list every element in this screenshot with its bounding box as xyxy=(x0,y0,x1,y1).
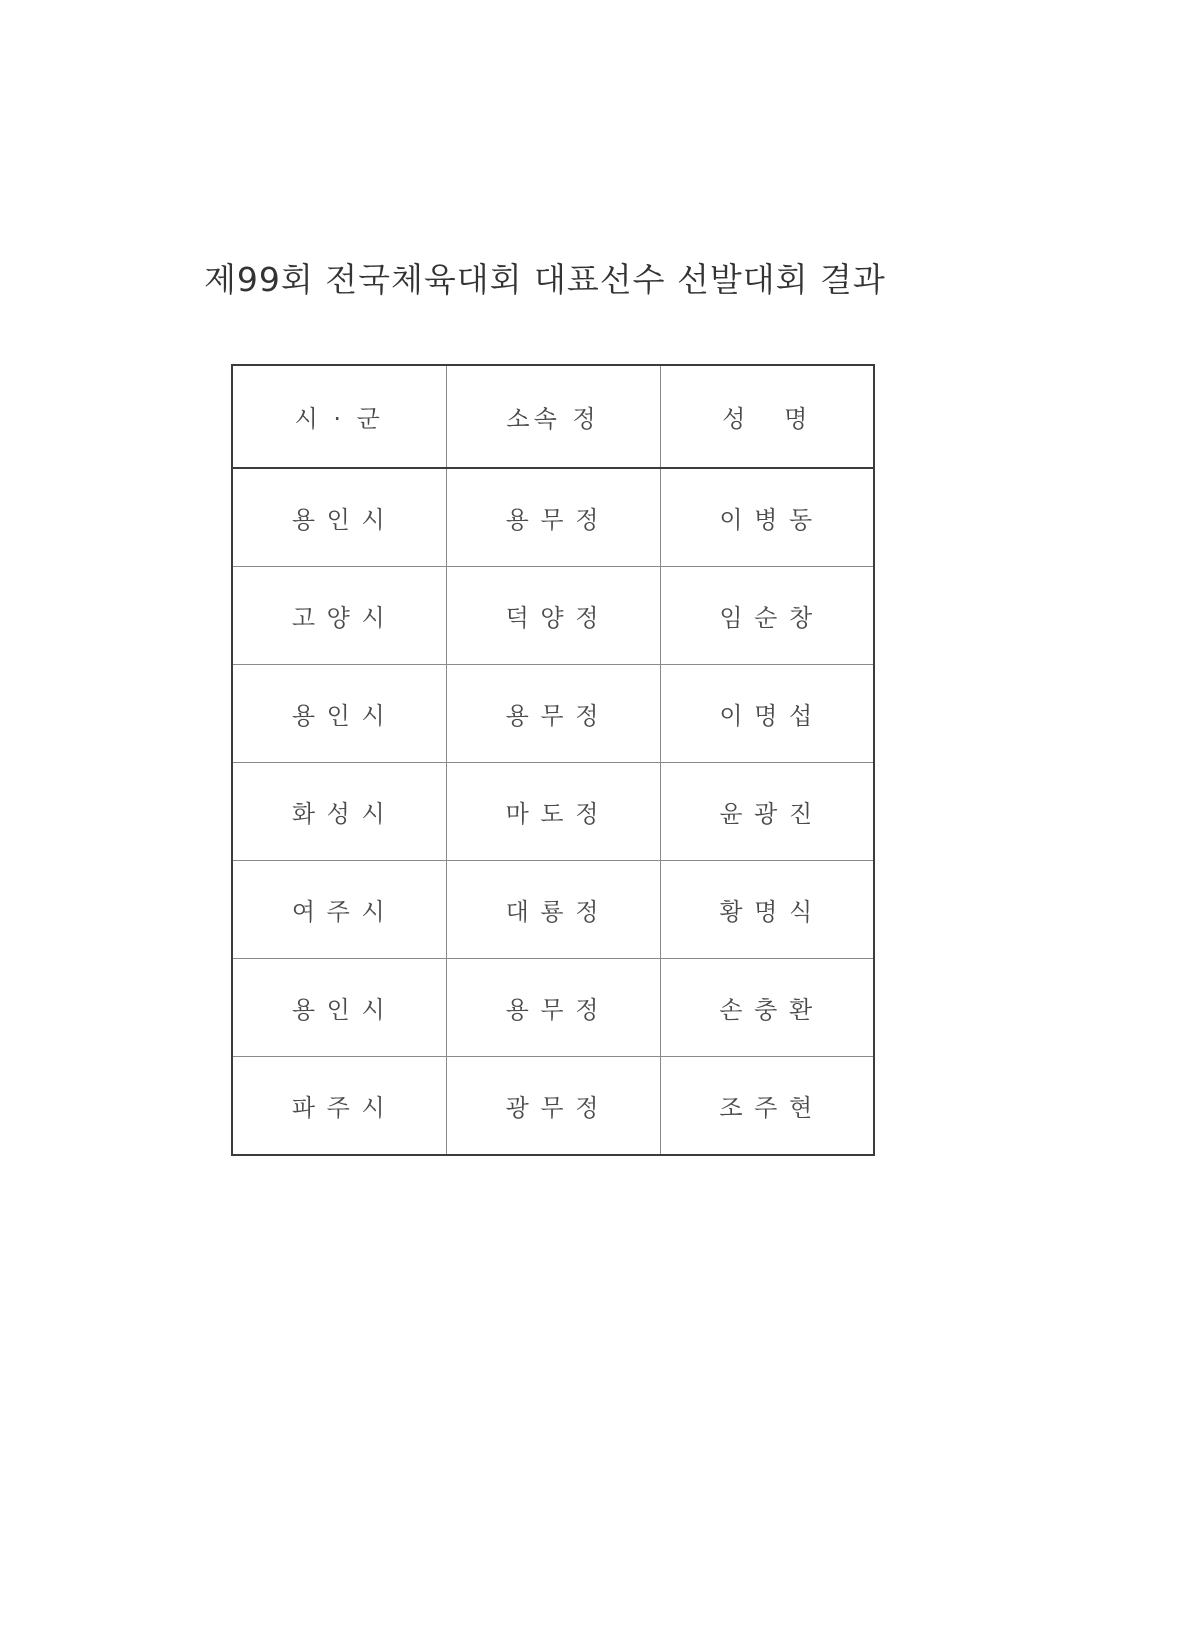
table-row xyxy=(232,468,874,567)
table-row xyxy=(232,567,874,665)
header-row xyxy=(232,365,874,468)
table-row xyxy=(232,959,874,1057)
cell-city-county: 고 양 시 xyxy=(232,567,446,665)
header-affiliation: 소속 정 xyxy=(446,365,660,468)
cell-affiliation: 용 무 정 xyxy=(446,665,660,763)
cell-city-county: 용 인 시 xyxy=(232,665,446,763)
page-title: 제99회 전국체육대회 대표선수 선발대회 결과 xyxy=(204,260,886,299)
cell-city-county: 여 주 시 xyxy=(232,861,446,959)
cell-name: 임 순 창 xyxy=(660,567,874,665)
cell-city-county: 화 성 시 xyxy=(232,763,446,861)
cell-affiliation: 용 무 정 xyxy=(446,468,660,567)
table-row xyxy=(232,1057,874,1156)
cell-city-county: 파 주 시 xyxy=(232,1057,446,1156)
cell-affiliation: 광 무 정 xyxy=(446,1057,660,1156)
table-body xyxy=(232,468,874,1155)
cell-affiliation: 덕 양 정 xyxy=(446,567,660,665)
table-row xyxy=(232,665,874,763)
cell-affiliation: 마 도 정 xyxy=(446,763,660,861)
cell-city-county: 용 인 시 xyxy=(232,468,446,567)
cell-name: 이 병 동 xyxy=(660,468,874,567)
cell-name: 윤 광 진 xyxy=(660,763,874,861)
cell-affiliation: 용 무 정 xyxy=(446,959,660,1057)
cell-name: 손 충 환 xyxy=(660,959,874,1057)
cell-name: 조 주 현 xyxy=(660,1057,874,1156)
table-header xyxy=(232,365,874,468)
header-name: 성 명 xyxy=(660,365,874,468)
table-row xyxy=(232,763,874,861)
cell-affiliation: 대 룡 정 xyxy=(446,861,660,959)
header-city-county: 시 · 군 xyxy=(232,365,446,468)
cell-city-county: 용 인 시 xyxy=(232,959,446,1057)
table-row xyxy=(232,861,874,959)
cell-name: 이 명 섭 xyxy=(660,665,874,763)
results-table xyxy=(231,364,875,1156)
cell-name: 황 명 식 xyxy=(660,861,874,959)
